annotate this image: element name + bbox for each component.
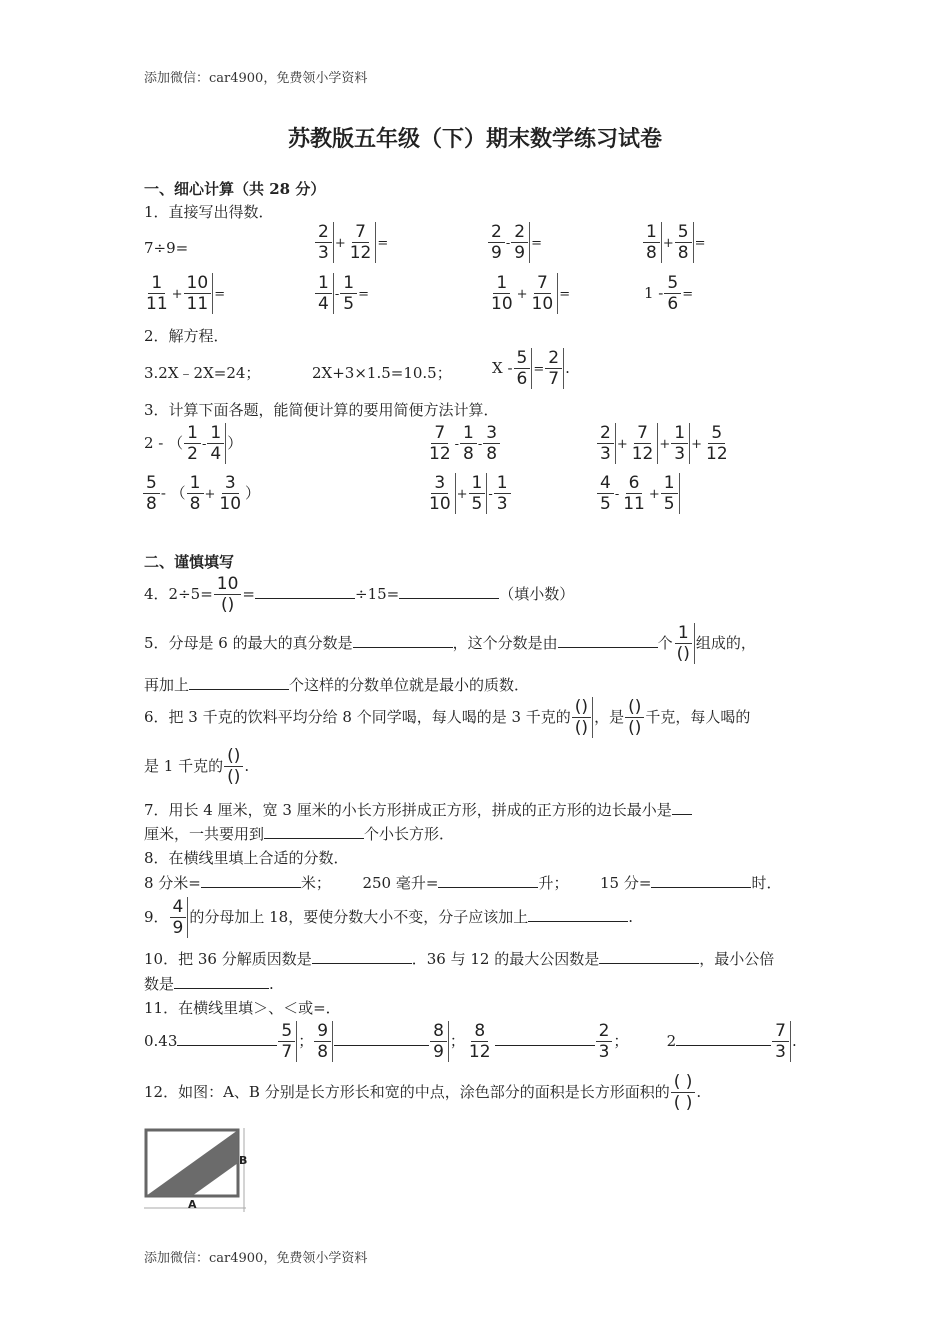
q4-blank-2[interactable] (399, 584, 499, 599)
q10-blank-2[interactable] (599, 949, 699, 964)
q3-e: $\frac{3}{10}$ + $\frac{1}{5}$ - $\frac{1}{3}$ (425, 473, 512, 514)
page-title: 苏教版五年级（下）期末数学练习试卷 (287, 126, 662, 152)
rectangle-figure (144, 1128, 246, 1212)
q8-blank-b[interactable] (438, 873, 538, 888)
section1-heading: 一、细心计算（共 28 分） (144, 180, 326, 198)
q3-a: 2 - （ $\frac{1}{2}$ - $\frac{1}{4}$ ） (144, 423, 243, 464)
q1-r1a: 7÷9= (144, 239, 189, 257)
q8-blank-c[interactable] (651, 873, 751, 888)
q6-line2: 是 1 千克的 $\frac{()}{()}$ . (144, 746, 250, 787)
q11-blank-4[interactable] (676, 1031, 771, 1046)
q9: 9． $\frac{4}{9}$ 的分母加上 18，要使分数大小不变，分子应该加上 . (144, 897, 634, 938)
label-a: A (188, 1198, 197, 1211)
q5-line1: 5．分母是 6 的最大的真分数是 ，这个分数是由 个 $\frac{1}{()}$ 组成的， (144, 623, 756, 664)
q11-blank-1[interactable] (177, 1031, 277, 1046)
q4-blank-1[interactable] (255, 584, 355, 599)
q11-blank-3[interactable] (495, 1031, 595, 1046)
section2-heading: 二、谨慎填写 (144, 553, 235, 571)
q3-b: $\frac{7}{12}$ - $\frac{1}{8}$ - $\frac{3}{8}$ (425, 423, 501, 464)
q7-line1: 7．用长 4 厘米，宽 3 厘米的小长方形拼成正方形，拼成的正方形的边长最小是 (144, 799, 692, 821)
q1-r1d: $\frac{1}{8}$ + $\frac{5}{8}$ = (642, 222, 705, 263)
q8-items: 8 分米= 米； 250 毫升= 升； 15 分= 时． (144, 874, 782, 892)
q10-line1: 10．把 36 分解质因数是 ．36 与 12 的最大公因数是 ，最小公倍 (144, 950, 775, 968)
q7-line2: 厘米，一共要用到 个小长方形． (144, 825, 455, 843)
q12: 12．如图：A、B 分别是长方形长和宽的中点，涂色部分的面积是长方形面积的 $\frac{( )}{( )}$ . (144, 1072, 702, 1113)
q9-blank[interactable] (528, 907, 628, 922)
q2-eq3: X - $\frac{5}{6}$ = $\frac{2}{7}$ . (492, 348, 570, 389)
q11-label: 11．在横线里填＞、＜或=． (144, 999, 341, 1017)
q4: 4．2÷5= $\frac{10}{()}$ = ÷15= （填小数） (144, 574, 575, 615)
q5-blank-2[interactable] (558, 633, 658, 648)
q7-blank-1[interactable] (672, 800, 692, 815)
q3-d: $\frac{5}{8}$ - （ $\frac{1}{8}$ + $\frac{3}{10}$ ） (142, 473, 260, 514)
q11-blank-2[interactable] (334, 1031, 429, 1046)
q2-label: 2．解方程． (144, 327, 229, 345)
footer-note: 添加微信：car4900，免费领小学资料 (144, 1251, 368, 1266)
label-b: B (239, 1154, 248, 1167)
q8-label: 8．在横线里填上合适的分数． (144, 849, 349, 867)
q8-blank-a[interactable] (201, 873, 301, 888)
q11-items: 0.43 $\frac{5}{7}$ ； $\frac{9}{8}$ $\frac{8}{9}$ ； $\frac{8}{12}$ $\frac{2}{3}$ ； 2 $\frac{7}{3}$ . (144, 1021, 797, 1062)
q10-line2: 数是 . (144, 975, 274, 993)
q6-line1: 6．把 3 千克的饮料平均分给 8 个同学喝，每人喝的是 3 千克的 $\frac{()}{()}$ ，是 $\frac{()}{()}$ 千克，每人喝的 (144, 697, 751, 738)
header-note: 添加微信：car4900，免费领小学资料 (144, 71, 368, 86)
q2-eq2: 2X+3×1.5=10.5； (312, 364, 452, 382)
q1-r2a: $\frac{1}{11}$ + $\frac{10}{11}$ = (146, 273, 226, 314)
q7-blank-2[interactable] (264, 824, 364, 839)
q3-label: 3．计算下面各题，能简便计算的要用简便方法计算． (144, 401, 499, 419)
q5-blank-1[interactable] (353, 633, 453, 648)
q10-blank-3[interactable] (174, 974, 269, 989)
q1-r1b: $\frac{2}{3}$ + $\frac{7}{12}$ = (314, 222, 388, 263)
q5-line2: 再加上 个这样的分数单位就是最小的质数． (144, 676, 530, 694)
q3-c: $\frac{2}{3}$ + $\frac{7}{12}$ + $\frac{1}{3}$ + $\frac{5}{12}$ (596, 423, 732, 464)
q2-eq1: 3.2X﹣2X=24； (144, 364, 261, 382)
q5-blank-3[interactable] (189, 675, 289, 690)
q1-r1c: $\frac{2}{9}$ - $\frac{2}{9}$ = (487, 222, 542, 263)
q1-label: 1．直接写出得数． (144, 203, 274, 221)
q1-r2d: 1 - $\frac{5}{6}$ = (644, 273, 694, 314)
q3-f: $\frac{4}{5}$ - $\frac{6}{11}$ + $\frac{1}{5}$ (596, 473, 681, 514)
q1-r2c: $\frac{1}{10}$ + $\frac{7}{10}$ = (491, 273, 571, 314)
q10-blank-1[interactable] (312, 949, 412, 964)
q1-r2b: $\frac{1}{4}$ - $\frac{1}{5}$ = (314, 273, 369, 314)
